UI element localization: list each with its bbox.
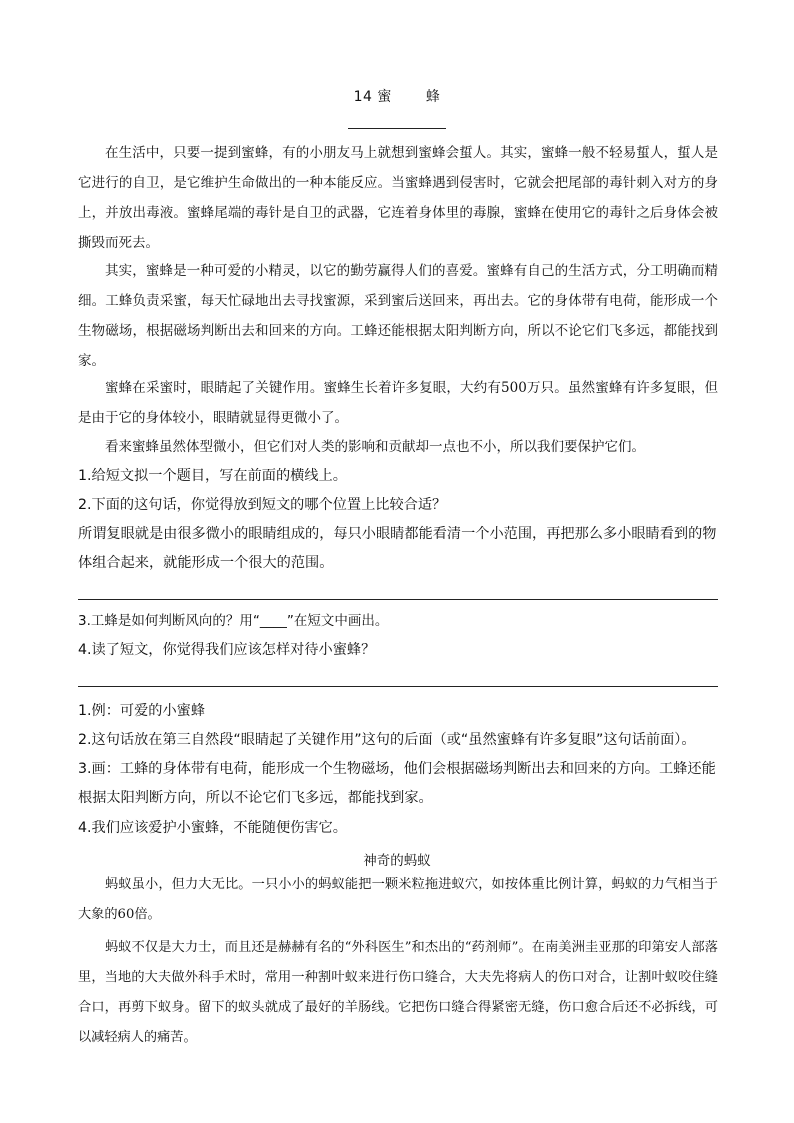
question-2-sentence: 所谓复眼就是由很多微小的眼睛组成的，每只小眼睛都能看清一个小范围，再把那么多小眼睛看到的物体组合起来，就能形成一个很大的范围。	[78, 526, 717, 571]
title-char-1: 蜜	[377, 89, 392, 105]
answer-4: 4.我们应该爱护小蜜蜂，不能随便伤害它。	[78, 820, 347, 836]
title-char-2: 蜂	[425, 89, 441, 105]
answer-line-q2	[78, 599, 718, 600]
question-4: 4.读了短文，你觉得我们应该怎样对待小蜜蜂？	[78, 642, 376, 658]
answer-line-q4	[78, 686, 718, 687]
passage1-paragraph-3: 蜜蜂在采蜜时，眼睛起了关键作用。蜜蜂生长着许多复眼，大约有500万只。虽然蜜蜂有许多复眼，但是由于它的身体较小，眼睛就显得更微小了。	[78, 380, 718, 426]
title-blank-line	[348, 128, 446, 129]
passage1-paragraph-1: 在生活中，只要一提到蜜蜂，有的小朋友马上就想到蜜蜂会蜇人。其实，蜜蜂一般不轻易蜇人，蜇人是它进行的自卫，是它维护生命做出的一种本能反应。当蜜蜂遇到侵害时，它就会把尾部的毒针刺入对方的身上，并放出毒液。蜜蜂尾端的毒针是自卫的武器，它连着身体里的毒腺，蜜蜂在使用它的毒针之后身体会被撕毁而死去。	[78, 145, 718, 251]
passage2-title: 神奇的蚂蚁	[363, 853, 431, 869]
passage2-paragraph-1: 蚂蚁虽小，但力大无比。一只小小的蚂蚁能把一颗米粒拖进蚁穴，如按体重比例计算，蚂蚁的力气相当于大象的60倍。	[78, 877, 718, 922]
question-1: 1.给短文拟一个题目，写在前面的横线上。	[78, 468, 347, 484]
title-number: 14	[353, 89, 373, 105]
passage1-paragraph-4: 看来蜜蜂虽然体型微小，但它们对人类的影响和贡献却一点也不小，所以我们要保护它们。	[105, 439, 645, 455]
question-2: 2.下面的这句话，你觉得放到短文的哪个位置上比较合适？	[78, 497, 447, 513]
answer-2: 2.这句话放在第三自然段“眼睛起了关键作用”这句的后面（或“虽然蜜蜂有许多复眼”这句话前面）。	[78, 732, 696, 748]
answer-1: 1.例：可爱的小蜜蜂	[78, 703, 206, 719]
question-3: 3.工蜂是如何判断风向的？用“____”在短文中画出。	[78, 613, 389, 629]
passage-title	[0, 86, 794, 106]
passage1-paragraph-2: 其实，蜜蜂是一种可爱的小精灵，以它的勤劳赢得人们的喜爱。蜜蜂有自己的生活方式，分工明确而精细。工蜂负责采蜜，每天忙碌地出去寻找蜜源，采到蜜后送回来，再出去。它的身体带有电荷，能形成一个生物磁场，根据磁场判断出去和回来的方向。工蜂还能根据太阳判断方向，所以不论它们飞多远，都能找到家。	[78, 263, 718, 369]
passage2-paragraph-2: 蚂蚁不仅是大力士，而且还是赫赫有名的“外科医生”和杰出的“药剂师”。在南美洲圭亚那的印第安人部落里，当地的大夫做外科手术时，常用一种割叶蚁来进行伤口缝合，大夫先将病人的伤口对合，让割叶蚁咬住缝合口，再剪下蚁身。留下的蚁头就成了最好的羊肠线。它把伤口缝合得紧密无缝，伤口愈合后还不必拆线，可以减轻病人的痛苦。	[78, 940, 718, 1045]
answer-3: 3.画：工蜂的身体带有电荷，能形成一个生物磁场，他们会根据磁场判断出去和回来的方向。工蜂还能根据太阳判断方向，所以不论它们飞多远，都能找到家。	[78, 761, 716, 806]
